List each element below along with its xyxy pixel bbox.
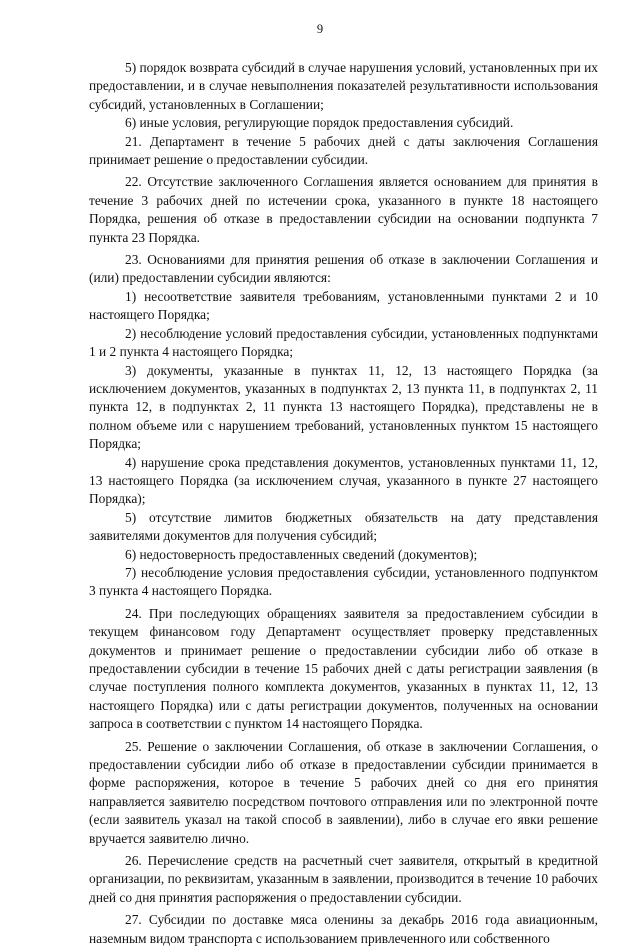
paragraph-23-item-5: 5) отсутствие лимитов бюджетных обязательств на дату представления заявителями документов для получения субсидий; <box>89 509 598 544</box>
page-number: 9 <box>316 22 324 36</box>
paragraph-6-other-conditions: 6) иные условия, регулирующие порядок предоставления субсидий. <box>125 115 514 131</box>
paragraph-27: 27. Субсидии по доставке мяса оленины за декабрь 2016 года авиационным, наземным видом транспорта с использованием привлеченного или собственного <box>89 912 598 946</box>
paragraph-23-item-6: 6) недостоверность предоставленных сведений (документов); <box>125 546 478 562</box>
paragraph-25: 25. Решение о заключении Соглашения, об отказе в заключении Соглашения, о предоставлении субсидии либо об отказе в предоставлении субсидии принимается в форме распоряжения, которое в течение 5 рабочих дней со дня его принятия направляется заявителю посредством почтового отправления или по электронной почте (если заявитель указал на такой способ в заявлении), либо в случае его явки решение вручается заявителю лично. <box>89 738 598 846</box>
paragraph-23-item-2: 2) несоблюдение условий предоставления субсидии, установленных подпунктами 1 и 2 пункта 4 настоящего Порядка; <box>89 325 598 360</box>
paragraph-23-item-7: 7) несоблюдение условия предоставления субсидии, установленного подпунктом 3 пункта 4 настоящего Порядка. <box>89 564 598 599</box>
paragraph-22: 22. Отсутствие заключенного Соглашения является основанием для принятия в течение 3 рабочих дней по истечении срока, указанного в пункте 18 настоящего Порядка, решения об отказе в предоставлении субсидии на основании подпункта 7 пункта 23 Порядка. <box>89 174 598 245</box>
paragraph-23-item-1: 1) несоответствие заявителя требованиям, установленными пунктами 2 и 10 настоящего Порядка; <box>89 288 598 323</box>
paragraph-26: 26. Перечисление средств на расчетный счет заявителя, открытый в кредитной организации, по реквизитам, указанным в заявлении, производится в течение 10 рабочих дней со дня принятия распоряжения о предоставлении субсидии. <box>89 853 598 905</box>
paragraph-5-return-procedure: 5) порядок возврата субсидий в случае нарушения условий, установленных при их предоставлении, и в случае невыполнения показателей результативности использования субсидий, установленных в Соглашении; <box>89 60 598 112</box>
paragraph-24: 24. При последующих обращениях заявителя за предоставлением субсидии в текущем финансовом году Департамент осуществляет проверку представленных документов и принимает решение о предоставлении субсидии либо об отказе в предоставлении субсидии в течение 15 рабочих дней с даты регистрации заявления (в случае поступления полного комплекта документов, указанных в пунктах 11, 12, 13 настоящего Порядка) или с даты регистрации документов, полученных на основании запроса в соответствии с пунктом 14 настоящего Порядка. <box>89 605 598 732</box>
paragraph-23-item-3: 3) документы, указанные в пунктах 11, 12, 13 настоящего Порядка (за исключением документов, указанных в подпунктах 2, 13 пункта 11, в подпунктах 2, 11 пункта 12, в подпунктах 2, 11 пункта 13 настоящего Порядка), представлены не в полном объеме или с нарушением требований, установленных пунктом 15 настоящего Порядка; <box>89 362 598 452</box>
paragraph-23: 23. Основаниями для принятия решения об отказе в заключении Соглашения и (или) предоставлении субсидии являются: <box>89 252 598 286</box>
paragraph-23-item-4: 4) нарушение срока представления документов, установленных пунктами 11, 12, 13 настоящего Порядка (за исключением случая, указанного в пункте 27 настоящего Порядка); <box>89 454 598 507</box>
document-body <box>89 59 598 948</box>
paragraph-21: 21. Департамент в течение 5 рабочих дней с даты заключения Соглашения принимает решение о предоставлении субсидии. <box>89 133 598 168</box>
